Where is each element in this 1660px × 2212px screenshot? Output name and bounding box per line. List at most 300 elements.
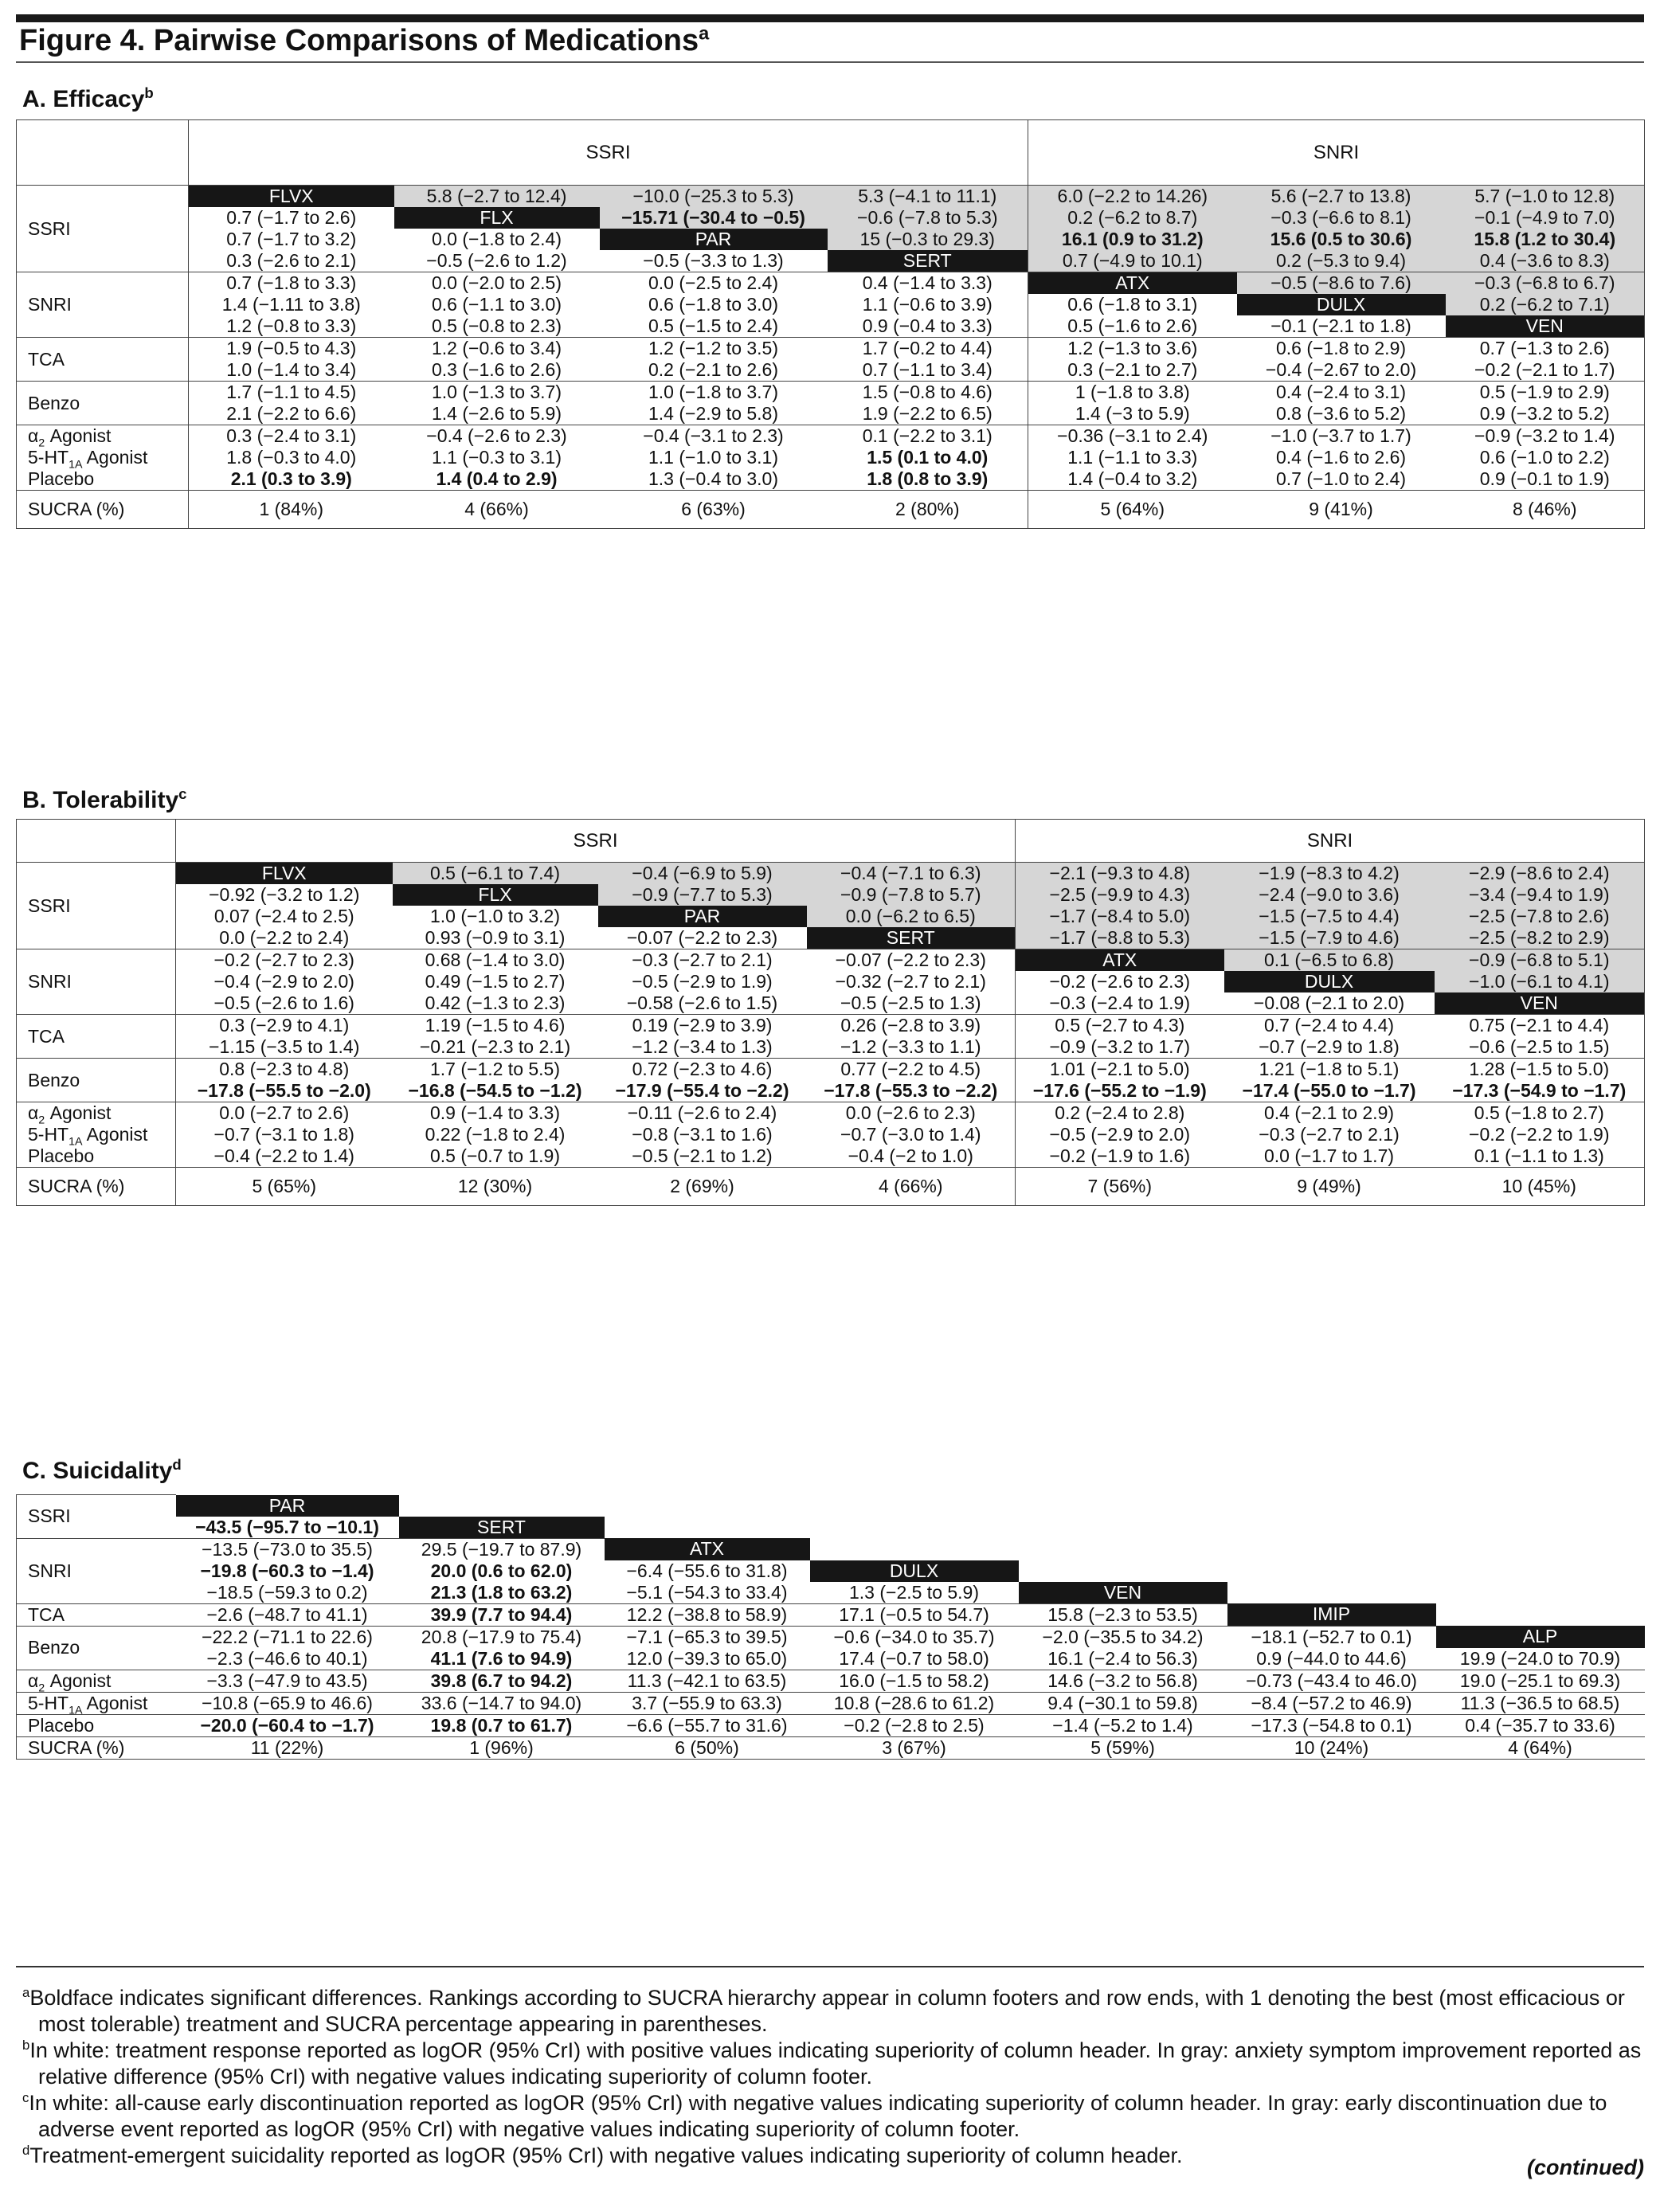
suicidality-empty-cell — [399, 1495, 605, 1517]
tolerability-cell: 0.3 (−2.9 to 4.1) — [219, 1015, 350, 1036]
tolerability-row — [17, 906, 1645, 927]
tolerability-cell: −0.92 (−3.2 to 1.2) — [209, 884, 360, 905]
suicidality-cell: −0.6 (−34.0 to 35.7) — [833, 1626, 995, 1647]
figure-title-sup: a — [699, 22, 710, 44]
efficacy-cell: 0.8 (−3.6 to 5.2) — [1237, 403, 1446, 425]
suicidality-empty-cell — [1227, 1495, 1436, 1517]
footnote-d-sup: d — [22, 2143, 30, 2158]
efficacy-cell: −0.4 (−2.6 to 2.3) — [426, 425, 567, 446]
efficacy-cell: 5.8 (−2.7 to 12.4) — [394, 186, 600, 208]
tolerability-title — [22, 787, 187, 814]
tolerability-cell: 0.26 (−2.8 to 3.9) — [807, 1015, 1016, 1037]
tolerability-cell: −0.3 (−2.7 to 2.1) — [1259, 1124, 1400, 1145]
suicidality-row-label-benzo: Benzo — [17, 1626, 176, 1670]
tolerability-row — [17, 863, 1645, 885]
suicidality-drug-header: DULX — [810, 1560, 1019, 1582]
efficacy-row — [17, 338, 1645, 360]
efficacy-cell: 0.3 (−2.6 to 2.1) — [189, 250, 394, 272]
efficacy-row — [17, 382, 1645, 404]
suicidality-cell: 15.8 (−2.3 to 53.5) — [1019, 1603, 1227, 1626]
tolerability-row-label-placebo: Placebo — [17, 1145, 176, 1168]
tolerability-cell: 0.1 (−6.5 to 6.8) — [1224, 949, 1435, 972]
tolerability-cell: −0.9 (−3.2 to 1.7) — [1016, 1036, 1224, 1059]
suicidality-cell: −5.1 (−54.3 to 33.4) — [605, 1582, 810, 1604]
efficacy-cell: −10.0 (−25.3 to 5.3) — [600, 186, 828, 208]
suicidality-drug-header: ALP — [1436, 1626, 1645, 1648]
tolerability-cell: −0.32 (−2.7 to 2.1) — [807, 971, 1016, 992]
efficacy-sucra-value: 6 (63%) — [600, 491, 828, 529]
suicidality-sucra-value: 3 (67%) — [810, 1736, 1019, 1759]
tolerability-sucra-label: SUCRA (%) — [17, 1168, 176, 1206]
suicidality-cell: 39.8 (6.7 to 94.2) — [399, 1670, 605, 1692]
tolerability-row — [17, 971, 1645, 992]
efficacy-sucra-value: 5 (64%) — [1028, 491, 1237, 529]
efficacy-cell: 1.0 (−1.3 to 3.7) — [431, 382, 562, 402]
footnote-c-sup: c — [22, 2090, 29, 2105]
efficacy-cell: 0.2 (−6.2 to 7.1) — [1446, 294, 1645, 315]
efficacy-row — [17, 250, 1645, 272]
suicidality-cell: −18.5 (−59.3 to 0.2) — [176, 1582, 399, 1604]
suicidality-cell: −3.3 (−47.9 to 43.5) — [176, 1670, 399, 1692]
top-rule — [16, 14, 1644, 22]
tolerability-title-text: B. Tolerability — [22, 787, 179, 813]
tolerability-cell: −2.9 (−8.6 to 2.4) — [1435, 863, 1645, 885]
tolerability-row-label-a2-suffix: Agonist — [45, 1102, 112, 1123]
tolerability-row-label-ht-suffix: Agonist — [82, 1124, 148, 1145]
efficacy-cell: 0.6 (−1.8 to 2.9) — [1276, 338, 1407, 358]
suicidality-empty-cell — [605, 1495, 810, 1517]
suicidality-empty-cell — [1436, 1582, 1645, 1604]
tolerability-cell: −0.9 (−7.7 to 5.3) — [598, 884, 807, 906]
tolerability-cell: 0.7 (−2.4 to 4.4) — [1264, 1015, 1395, 1036]
efficacy-cell: −0.1 (−4.9 to 7.0) — [1446, 207, 1645, 229]
suicidality-sucra-row — [17, 1736, 1645, 1759]
footnote-c-text: In white: all-cause early discontinuation reported as logOR (95% CrI) with negative values indicating superiority of column header. In gray: early discontinuation due to adverse event reported as logOR (95% CrI) with negative values indicating superiority of column footer. — [29, 2091, 1607, 2141]
tolerability-group-ssri: SSRI — [176, 820, 1016, 863]
efficacy-cell: 1.5 (−0.8 to 4.6) — [828, 382, 1028, 404]
efficacy-cell: −0.5 (−3.3 to 1.3) — [600, 250, 828, 272]
suicidality-cell: 19.9 (−24.0 to 70.9) — [1436, 1648, 1645, 1670]
efficacy-cell: 1.5 (0.1 to 4.0) — [828, 447, 1028, 468]
tolerability-drug-header: FLX — [393, 884, 598, 906]
tolerability-cell: −0.21 (−2.3 to 2.1) — [393, 1036, 598, 1059]
suicidality-cell: 9.4 (−30.1 to 59.8) — [1019, 1692, 1227, 1714]
suicidality-cell: 12.2 (−38.8 to 58.9) — [605, 1603, 810, 1626]
suicidality-cell: −22.2 (−71.1 to 22.6) — [202, 1626, 373, 1647]
efficacy-sucra-label: SUCRA (%) — [17, 491, 189, 529]
tolerability-cell: −0.3 (−2.4 to 1.9) — [1016, 992, 1224, 1015]
tolerability-cell: 0.2 (−2.4 to 2.8) — [1055, 1102, 1185, 1123]
tolerability-cell: −16.8 (−54.5 to −1.2) — [393, 1080, 598, 1102]
tolerability-cell: −2.1 (−9.3 to 4.8) — [1016, 863, 1224, 885]
suicidality-row-label-ht-prefix: 5-HT — [28, 1692, 69, 1713]
tolerability-cell: 1.7 (−1.2 to 5.5) — [429, 1059, 561, 1079]
suicidality-empty-cell — [1436, 1495, 1645, 1517]
tolerability-cell: −0.07 (−2.2 to 2.3) — [807, 949, 1016, 972]
tolerability-group-snri: SNRI — [1016, 820, 1645, 863]
tolerability-cell: −1.9 (−8.3 to 4.2) — [1224, 863, 1435, 885]
tolerability-cell: −3.4 (−9.4 to 1.9) — [1435, 884, 1645, 906]
efficacy-drug-header: FLX — [394, 207, 600, 229]
efficacy-cell: 2.1 (0.3 to 3.9) — [230, 468, 352, 489]
efficacy-cell: −0.3 (−6.6 to 8.1) — [1237, 207, 1446, 229]
efficacy-cell: 1.9 (−0.5 to 4.3) — [226, 338, 357, 358]
tolerability-row — [17, 1102, 1645, 1125]
suicidality-row-label-tca: TCA — [17, 1603, 176, 1626]
tolerability-row — [17, 1124, 1645, 1145]
tolerability-cell: 0.5 (−1.8 to 2.7) — [1435, 1102, 1645, 1125]
efficacy-row — [17, 207, 1645, 229]
suicidality-row — [17, 1517, 1645, 1539]
efficacy-cell: 0.2 (−5.3 to 9.4) — [1237, 250, 1446, 272]
suicidality-row — [17, 1603, 1645, 1626]
suicidality-empty-cell — [810, 1538, 1019, 1560]
efficacy-cell: 1.7 (−1.1 to 4.5) — [226, 382, 357, 402]
suicidality-cell: −0.73 (−43.4 to 46.0) — [1227, 1670, 1436, 1692]
efficacy-row — [17, 229, 1645, 250]
efficacy-drug-header: SERT — [828, 250, 1028, 272]
efficacy-row-label-a2-prefix: α — [28, 425, 39, 446]
tolerability-cell: −17.6 (−55.2 to −1.9) — [1016, 1080, 1224, 1102]
efficacy-cell: 1.1 (−0.3 to 3.1) — [431, 447, 562, 468]
suicidality-cell: −0.2 (−2.8 to 2.5) — [810, 1714, 1019, 1736]
efficacy-cell: 1.4 (−3 to 5.9) — [1028, 403, 1237, 425]
efficacy-sucra-value: 9 (41%) — [1237, 491, 1446, 529]
tolerability-cell: −0.07 (−2.2 to 2.3) — [598, 927, 807, 949]
suicidality-cell: −6.6 (−55.7 to 31.6) — [605, 1714, 810, 1736]
suicidality-row-label-a2 — [17, 1670, 176, 1692]
efficacy-cell: 1.8 (0.8 to 3.9) — [828, 468, 1028, 491]
efficacy-cell: −0.4 (−3.1 to 2.3) — [643, 425, 784, 446]
suicidality-sucra-value: 11 (22%) — [176, 1736, 399, 1759]
suicidality-cell: 16.1 (−2.4 to 56.3) — [1019, 1648, 1227, 1670]
efficacy-cell: 1.4 (−0.4 to 3.2) — [1067, 468, 1198, 489]
footnote-c — [16, 2090, 1644, 2143]
tolerability-row — [17, 1059, 1645, 1081]
tolerability-cell: −0.4 (−7.1 to 6.3) — [807, 863, 1016, 885]
efficacy-cell: 1.2 (−0.6 to 3.4) — [431, 338, 562, 358]
footnote-b-text: In white: treatment response reported as logOR (95% CrI) with positive values indicating superiority of column header. In gray: anxiety symptom improvement reported as relative difference (95% CrI) with negative values indicating superiority of column footer. — [29, 2038, 1642, 2089]
suicidality-cell: 10.8 (−28.6 to 61.2) — [810, 1692, 1019, 1714]
tolerability-cell: −0.2 (−1.9 to 1.6) — [1049, 1145, 1190, 1166]
suicidality-drug-header: SERT — [399, 1517, 605, 1539]
efficacy-cell: 0.5 (−1.9 to 2.9) — [1446, 382, 1645, 404]
suicidality-row — [17, 1692, 1645, 1714]
efficacy-cell: 1.9 (−2.2 to 6.5) — [828, 403, 1028, 425]
suicidality-empty-cell — [1436, 1560, 1645, 1582]
title-rule — [16, 61, 1644, 63]
tolerability-cell: −0.2 (−2.7 to 2.3) — [213, 949, 354, 970]
efficacy-cell: 1.2 (−1.3 to 3.6) — [1067, 338, 1198, 358]
efficacy-row-label-a2 — [17, 425, 189, 448]
suicidality-cell: 39.9 (7.7 to 94.4) — [399, 1603, 605, 1626]
efficacy-cell: 1.3 (−0.4 to 3.0) — [648, 468, 779, 489]
tolerability-cell: 1.0 (−1.0 to 3.2) — [429, 906, 561, 926]
tolerability-cell: 0.9 (−1.4 to 3.3) — [429, 1102, 561, 1123]
tolerability-cell: 0.5 (−0.7 to 1.9) — [429, 1145, 561, 1166]
efficacy-cell: 0.4 (−2.4 to 3.1) — [1276, 382, 1407, 402]
footnote-b — [16, 2038, 1644, 2090]
tolerability-cell: 0.1 (−1.1 to 1.3) — [1435, 1145, 1645, 1168]
efficacy-cell: 1.0 (−1.8 to 3.7) — [648, 382, 779, 402]
suicidality-row-label-ssri: SSRI — [17, 1495, 176, 1539]
efficacy-sucra-value: 1 (84%) — [189, 491, 394, 529]
tolerability-sucra-row — [17, 1168, 1645, 1206]
suicidality-cell: 1.3 (−2.5 to 5.9) — [810, 1582, 1019, 1604]
tolerability-cell: −17.3 (−54.9 to −1.7) — [1435, 1080, 1645, 1102]
tolerability-cell: −0.5 (−2.5 to 1.3) — [807, 992, 1016, 1015]
efficacy-title — [22, 86, 154, 113]
efficacy-cell: 5.3 (−4.1 to 11.1) — [828, 186, 1028, 208]
tolerability-cell: 0.68 (−1.4 to 3.0) — [425, 949, 566, 970]
efficacy-row — [17, 425, 1645, 448]
efficacy-cell: 0.1 (−2.2 to 3.1) — [828, 425, 1028, 448]
tolerability-cell: −0.4 (−2 to 1.0) — [807, 1145, 1016, 1168]
tolerability-cell: −0.5 (−2.9 to 2.0) — [1049, 1124, 1190, 1145]
tolerability-row — [17, 1036, 1645, 1059]
suicidality-sucra-value: 4 (64%) — [1436, 1736, 1645, 1759]
suicidality-empty-cell — [1436, 1538, 1645, 1560]
efficacy-sucra-value: 4 (66%) — [394, 491, 600, 529]
tolerability-corner — [17, 820, 176, 863]
tolerability-drug-header: DULX — [1224, 971, 1435, 992]
efficacy-cell: 0.7 (−4.9 to 10.1) — [1028, 250, 1237, 272]
efficacy-row — [17, 186, 1645, 208]
suicidality-cell: −2.6 (−48.7 to 41.1) — [176, 1603, 399, 1626]
tolerability-row-label-ht-prefix: 5-HT — [28, 1124, 69, 1145]
suicidality-cell: 14.6 (−3.2 to 56.8) — [1019, 1670, 1227, 1692]
tolerability-cell: −1.7 (−8.8 to 5.3) — [1016, 927, 1224, 949]
efficacy-group-snri: SNRI — [1028, 120, 1645, 186]
tolerability-cell: −0.7 (−3.1 to 1.8) — [213, 1124, 354, 1145]
suicidality-cell: 3.7 (−55.9 to 63.3) — [605, 1692, 810, 1714]
suicidality-row — [17, 1714, 1645, 1736]
efficacy-row-label-placebo: Placebo — [17, 468, 189, 491]
efficacy-cell: 0.9 (−0.4 to 3.3) — [828, 315, 1028, 338]
footnote-b-sup: b — [22, 2038, 30, 2053]
tolerability-sucra-value: 10 (45%) — [1435, 1168, 1645, 1206]
efficacy-group-header-row — [17, 120, 1645, 186]
efficacy-cell: 0.6 (−1.1 to 3.0) — [431, 294, 562, 315]
tolerability-cell: −1.2 (−3.3 to 1.1) — [807, 1036, 1016, 1059]
suicidality-cell: 20.8 (−17.9 to 75.4) — [421, 1626, 582, 1647]
suicidality-row-label-ht — [17, 1692, 176, 1714]
efficacy-drug-header: FLVX — [189, 186, 394, 208]
tolerability-sucra-value: 7 (56%) — [1016, 1168, 1224, 1206]
efficacy-table — [16, 119, 1645, 529]
tolerability-cell: −1.2 (−3.4 to 1.3) — [598, 1036, 807, 1059]
continued-label: (continued) — [1527, 2155, 1644, 2179]
tolerability-drug-header: PAR — [598, 906, 807, 927]
efficacy-row-label-ht-suffix: Agonist — [82, 447, 148, 468]
efficacy-cell: −0.1 (−2.1 to 1.8) — [1237, 315, 1446, 338]
suicidality-row-label-a2-sub: 2 — [38, 1682, 45, 1692]
efficacy-row-label-a2-suffix: Agonist — [45, 425, 112, 446]
suicidality-empty-cell — [605, 1517, 810, 1539]
efficacy-cell: −0.36 (−3.1 to 2.4) — [1057, 425, 1208, 446]
efficacy-cell: 1.0 (−1.4 to 3.4) — [189, 359, 394, 382]
tolerability-cell: −17.9 (−55.4 to −2.2) — [598, 1080, 807, 1102]
efficacy-cell: 15.8 (1.2 to 30.4) — [1446, 229, 1645, 250]
tolerability-cell: 0.5 (−2.7 to 4.3) — [1055, 1015, 1185, 1036]
footnote-a-text: Boldface indicates significant differences. Rankings according to SUCRA hierarchy appear in column footers and row ends, with 1 denoting the best (most efficacious or most tolerable) treatment and SUCRA percentage appearing in parentheses. — [29, 1986, 1625, 2036]
efficacy-cell: 0.9 (−3.2 to 5.2) — [1446, 403, 1645, 425]
efficacy-cell: 0.7 (−1.1 to 3.4) — [828, 359, 1028, 382]
suicidality-cell: 0.9 (−44.0 to 44.6) — [1227, 1648, 1436, 1670]
efficacy-cell: 0.2 (−6.2 to 8.7) — [1028, 207, 1237, 229]
efficacy-row — [17, 315, 1645, 338]
tolerability-cell: −0.5 (−2.9 to 1.9) — [632, 971, 773, 992]
efficacy-group-ssri: SSRI — [189, 120, 1028, 186]
tolerability-row-label-snri: SNRI — [17, 949, 176, 1015]
efficacy-cell: 1.1 (−1.1 to 3.3) — [1067, 447, 1198, 468]
efficacy-cell: 0.7 (−1.7 to 3.2) — [226, 229, 357, 249]
suicidality-row — [17, 1648, 1645, 1670]
tolerability-cell: −0.4 (−6.9 to 5.9) — [598, 863, 807, 885]
efficacy-cell: 1.7 (−0.2 to 4.4) — [828, 338, 1028, 360]
suicidality-empty-cell — [1019, 1560, 1227, 1582]
tolerability-cell: −0.8 (−3.1 to 1.6) — [632, 1124, 773, 1145]
tolerability-cell: 0.0 (−2.6 to 2.3) — [807, 1102, 1016, 1125]
efficacy-cell: 2.1 (−2.2 to 6.6) — [189, 403, 394, 425]
suicidality-cell: 0.4 (−35.7 to 33.6) — [1436, 1714, 1645, 1736]
tolerability-row-label-a2-prefix: α — [28, 1102, 39, 1123]
tolerability-cell: −1.0 (−6.1 to 4.1) — [1435, 971, 1645, 992]
footnotes — [16, 1966, 1644, 2169]
efficacy-row — [17, 403, 1645, 425]
suicidality-cell: −20.0 (−60.4 to −1.7) — [176, 1714, 399, 1736]
efficacy-cell: −1.0 (−3.7 to 1.7) — [1270, 425, 1411, 446]
efficacy-row — [17, 294, 1645, 315]
tolerability-cell: −0.9 (−6.8 to 5.1) — [1435, 949, 1645, 972]
tolerability-cell: 0.0 (−2.7 to 2.6) — [219, 1102, 350, 1123]
tolerability-cell: 0.77 (−2.2 to 4.5) — [807, 1059, 1016, 1081]
tolerability-cell: 1.21 (−1.8 to 5.1) — [1259, 1059, 1400, 1079]
efficacy-cell: 0.9 (−0.1 to 1.9) — [1446, 468, 1645, 491]
suicidality-cell: 17.4 (−0.7 to 58.0) — [810, 1648, 1019, 1670]
efficacy-cell: 1.4 (−2.9 to 5.8) — [600, 403, 828, 425]
efficacy-cell: −0.5 (−8.6 to 7.6) — [1237, 272, 1446, 295]
efficacy-cell: 1.8 (−0.3 to 4.0) — [226, 447, 357, 468]
efficacy-cell: 0.4 (−1.4 to 3.3) — [828, 272, 1028, 295]
suicidality-empty-cell — [810, 1495, 1019, 1517]
efficacy-cell: −15.71 (−30.4 to −0.5) — [600, 207, 828, 229]
efficacy-row — [17, 359, 1645, 382]
efficacy-sucra-value: 8 (46%) — [1446, 491, 1645, 529]
tolerability-group-header-row — [17, 820, 1645, 863]
efficacy-cell: 1.4 (−1.11 to 3.8) — [221, 294, 361, 315]
efficacy-cell: 0.6 (−1.8 to 3.0) — [648, 294, 779, 315]
suicidality-empty-cell — [810, 1517, 1019, 1539]
tolerability-row — [17, 1015, 1645, 1037]
tolerability-cell: 0.93 (−0.9 to 3.1) — [393, 927, 598, 949]
tolerability-cell: 1.01 (−2.1 to 5.0) — [1049, 1059, 1190, 1079]
suicidality-cell: 17.1 (−0.5 to 54.7) — [810, 1603, 1019, 1626]
suicidality-sucra-value: 1 (96%) — [399, 1736, 605, 1759]
efficacy-cell: 1.1 (−0.6 to 3.9) — [828, 294, 1028, 315]
figure-title-text: Figure 4. Pairwise Comparisons of Medications — [19, 24, 699, 57]
suicidality-cell: −1.4 (−5.2 to 1.4) — [1019, 1714, 1227, 1736]
suicidality-cell: 19.8 (0.7 to 61.7) — [399, 1714, 605, 1736]
efficacy-cell: 0.5 (−1.5 to 2.4) — [600, 315, 828, 338]
suicidality-row-label-ht-suffix: Agonist — [82, 1692, 148, 1713]
tolerability-row — [17, 884, 1645, 906]
suicidality-title — [22, 1458, 182, 1485]
efficacy-row — [17, 272, 1645, 295]
tolerability-cell: 1.19 (−1.5 to 4.6) — [425, 1015, 566, 1036]
tolerability-drug-header: VEN — [1435, 992, 1645, 1015]
efficacy-cell: 0.3 (−1.6 to 2.6) — [394, 359, 600, 382]
suicidality-empty-cell — [1227, 1538, 1436, 1560]
tolerability-drug-header: ATX — [1016, 949, 1224, 972]
efficacy-cell: 0.4 (−1.6 to 2.6) — [1276, 447, 1407, 468]
efficacy-row-label-snri: SNRI — [17, 272, 189, 338]
tolerability-table — [16, 819, 1645, 1206]
tolerability-cell: −2.5 (−9.9 to 4.3) — [1016, 884, 1224, 906]
tolerability-cell: −2.5 (−7.8 to 2.6) — [1435, 906, 1645, 927]
tolerability-row — [17, 927, 1645, 949]
suicidality-drug-header: VEN — [1019, 1582, 1227, 1604]
tolerability-cell: −0.7 (−2.9 to 1.8) — [1224, 1036, 1435, 1059]
tolerability-row-label-ht — [17, 1124, 176, 1145]
tolerability-cell: −2.5 (−8.2 to 2.9) — [1435, 927, 1645, 949]
tolerability-cell: 0.72 (−2.3 to 4.6) — [632, 1059, 773, 1079]
suicidality-empty-cell — [1019, 1495, 1227, 1517]
tolerability-cell: −1.15 (−3.5 to 1.4) — [176, 1036, 393, 1059]
efficacy-sucra-row — [17, 491, 1645, 529]
suicidality-cell: 21.3 (1.8 to 63.2) — [399, 1582, 605, 1604]
tolerability-cell: −0.5 (−2.1 to 1.2) — [632, 1145, 773, 1166]
suicidality-sucra-value: 5 (59%) — [1019, 1736, 1227, 1759]
suicidality-cell: −8.4 (−57.2 to 46.9) — [1227, 1692, 1436, 1714]
efficacy-cell: 0.2 (−2.1 to 2.6) — [600, 359, 828, 382]
tolerability-row-label-ssri: SSRI — [17, 863, 176, 949]
suicidality-cell: −7.1 (−65.3 to 39.5) — [626, 1626, 788, 1647]
tolerability-cell: 0.8 (−2.3 to 4.8) — [219, 1059, 350, 1079]
footnote-a-sup: a — [22, 1985, 30, 2000]
tolerability-cell: 0.0 (−1.7 to 1.7) — [1264, 1145, 1395, 1166]
tolerability-cell: 0.0 (−6.2 to 6.5) — [807, 906, 1016, 927]
suicidality-cell: 41.1 (7.6 to 94.9) — [399, 1648, 605, 1670]
efficacy-cell: 0.0 (−1.8 to 2.4) — [431, 229, 562, 249]
efficacy-cell: 0.0 (−2.5 to 2.4) — [648, 272, 779, 293]
tolerability-row — [17, 1080, 1645, 1102]
efficacy-cell: −0.5 (−2.6 to 1.2) — [394, 250, 600, 272]
tolerability-cell: −17.8 (−55.3 to −2.2) — [807, 1080, 1016, 1102]
efficacy-drug-header: DULX — [1237, 294, 1446, 315]
suicidality-row-label-ht-sub: 1A — [69, 1704, 83, 1714]
suicidality-row — [17, 1582, 1645, 1604]
suicidality-row — [17, 1560, 1645, 1582]
suicidality-empty-cell — [1436, 1603, 1645, 1626]
tolerability-cell: 0.22 (−1.8 to 2.4) — [425, 1124, 566, 1145]
efficacy-drug-header: VEN — [1446, 315, 1645, 338]
efficacy-title-sup: b — [144, 84, 154, 101]
tolerability-cell: −0.9 (−7.8 to 5.7) — [807, 884, 1016, 906]
efficacy-row-label-a2-sub: 2 — [38, 437, 45, 447]
tolerability-cell: −0.6 (−2.5 to 1.5) — [1435, 1036, 1645, 1059]
suicidality-empty-cell — [1019, 1538, 1227, 1560]
efficacy-cell: 0.7 (−1.8 to 3.3) — [226, 272, 357, 293]
efficacy-row-label-ht-prefix: 5-HT — [28, 447, 69, 468]
tolerability-cell: 0.5 (−6.1 to 7.4) — [393, 863, 598, 885]
tolerability-cell: 0.75 (−2.1 to 4.4) — [1435, 1015, 1645, 1037]
tolerability-row-label-a2 — [17, 1102, 176, 1125]
tolerability-cell: −17.8 (−55.5 to −2.0) — [176, 1080, 393, 1102]
suicidality-row — [17, 1538, 1645, 1560]
efficacy-cell: 0.5 (−0.8 to 2.3) — [394, 315, 600, 338]
tolerability-cell: 0.49 (−1.5 to 2.7) — [425, 971, 566, 992]
